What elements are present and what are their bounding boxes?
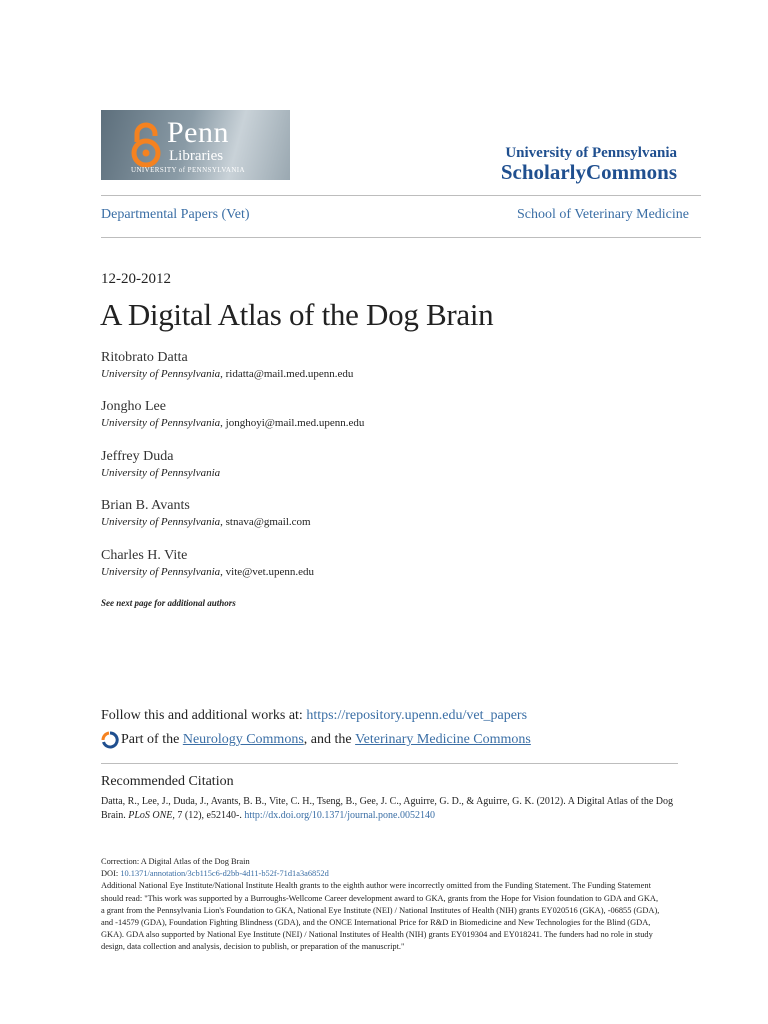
citation-text: Datta, R., Lee, J., Duda, J., Avants, B. B., Vite, C. H., Tseng, B., Gee, J. C., Aguirre, G. D., & Aguirre, G. K. (2012). A Digital Atlas of the Dog Brain. PLoS ONE, 7 (12), e52140-. http://dx.doi.org/10.1371/journal.pone.0052140 (101, 796, 673, 821)
department-link[interactable]: Departmental Papers (Vet) (101, 207, 250, 222)
author-name: Ritobrato Datta (101, 350, 188, 365)
author-entry (101, 548, 314, 578)
correction-title: Correction: A Digital Atlas of the Dog Brain (101, 857, 250, 866)
author-name: Jeffrey Duda (101, 449, 174, 464)
repository-university[interactable]: University of Pennsylvania (505, 145, 677, 161)
author-entry (101, 498, 311, 528)
author-affiliation: University of Pennsylvania, jonghoyi@mail.med.upenn.edu (101, 417, 365, 429)
repository-url-link[interactable]: https://repository.upenn.edu/vet_papers (306, 708, 528, 723)
correction-doi-link[interactable]: 10.1371/annotation/3cb115c6-d2bb-4d11-b52f-71d1a3a6852d (120, 869, 329, 879)
paper-title: A Digital Atlas of the Dog Brain (100, 297, 494, 332)
part-of-mid: , and the (303, 732, 352, 747)
author-email: , jonghoyi@mail.med.upenn.edu (220, 417, 365, 429)
author-affiliation: University of Pennsylvania, ridatta@mail.med.upenn.edu (101, 368, 354, 380)
school-link[interactable]: School of Veterinary Medicine (517, 207, 689, 222)
penn-libraries-logo[interactable] (101, 110, 290, 180)
bepress-commons-icon (101, 731, 119, 749)
logo-libraries-text: Libraries (169, 148, 224, 164)
author-entry (101, 399, 364, 429)
citation-heading: Recommended Citation (101, 774, 234, 789)
more-authors-note: See next page for additional authors (101, 598, 236, 608)
publication-date: 12-20-2012 (101, 271, 171, 287)
logo-university-text: UNIVERSITY of PENNSYLVANIA (131, 166, 245, 174)
author-email: , vite@vet.upenn.edu (220, 566, 314, 578)
author-affiliation: University of Pennsylvania, stnava@gmail.com (101, 516, 311, 528)
author-entry (101, 449, 220, 479)
follow-text: Follow this and additional works at: (101, 708, 307, 723)
correction-body: Additional National Eye Institute/National Institute Health grants to the eighth author were incorrectly omitted from the Funding Statement. The Funding Statement should read: "This work was supported by a Burroughs-Wellcome Career development award to GKA, grants from the Hope for Vision foundation to GDA and GKA, a grant from the Pennsylvania Lion's Foundation to GKA, National Eye Institute (NEI) / National Institutes of Health (NIH) grants EY020516 (GKA), -06855 (GDA), and -14579 (GDA), Foundation Fighting Blindness (GDA), and the ONCE International Price for R&D in Biomedicine and New Technologies for the Blind (GDA, GKA). GDA also supported by National Eye Institute (NEI) / National Institutes of Health (NIH) grants EY019304 and EY018241. The funders had no role in study design, data collection and analysis, decision to publish, or preparation of the manuscript." (101, 881, 660, 952)
citation-journal: PLoS ONE, (128, 810, 175, 821)
correction-block (101, 856, 661, 954)
part-of-line (101, 731, 531, 749)
author-entry (101, 350, 353, 380)
neurology-commons-link[interactable]: Neurology Commons (182, 732, 304, 747)
author-name: Brian B. Avants (101, 498, 190, 513)
logo-penn-text: Penn (167, 116, 229, 149)
repository-name[interactable]: ScholarlyCommons (500, 160, 677, 184)
citation-doi-link[interactable]: http://dx.doi.org/10.1371/journal.pone.0052140 (244, 810, 435, 821)
open-access-lock-icon (131, 122, 161, 168)
citation-divider (101, 763, 678, 764)
citation-details: 7 (12), e52140-. (174, 810, 245, 821)
author-name: Jongho Lee (101, 399, 166, 414)
author-affiliation: University of Pennsylvania, vite@vet.upenn.edu (101, 566, 314, 578)
part-of-prefix: Part of the (121, 732, 180, 747)
header-divider (101, 195, 701, 196)
nav-divider (101, 237, 701, 238)
veterinary-medicine-commons-link[interactable]: Veterinary Medicine Commons (355, 732, 531, 747)
author-email: , stnava@gmail.com (220, 516, 311, 528)
follow-line (101, 708, 527, 724)
author-name: Charles H. Vite (101, 548, 188, 563)
correction-doi: DOI: 10.1371/annotation/3cb115c6-d2bb-4d11-b52f-71d1a3a6852d (101, 869, 329, 879)
author-email: , ridatta@mail.med.upenn.edu (220, 368, 354, 380)
author-affiliation: University of Pennsylvania (101, 467, 221, 479)
